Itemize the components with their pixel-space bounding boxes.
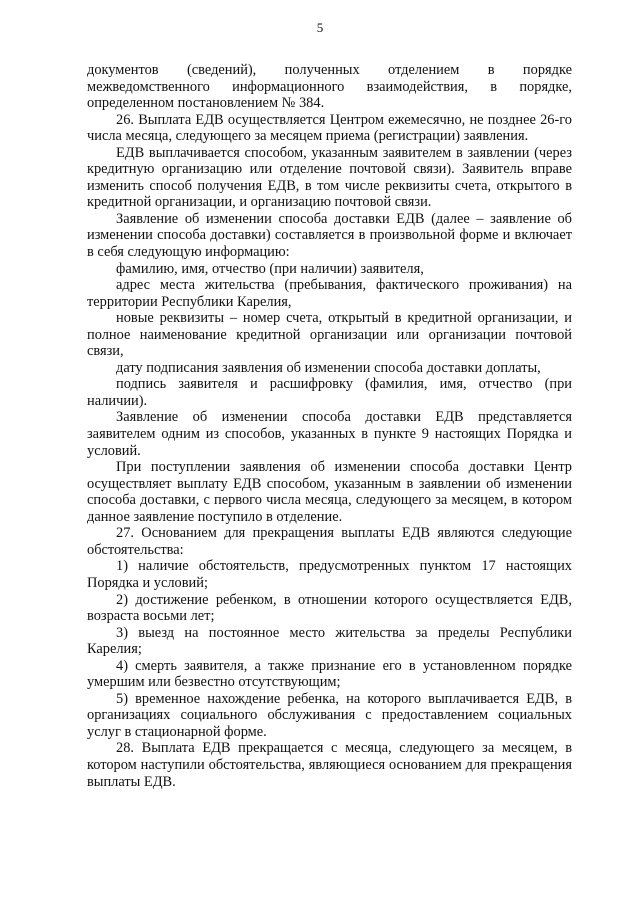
list-item-signing-date: дату подписания заявления об изменении способа доставки доплаты, bbox=[116, 359, 541, 376]
list-item-reason-5: 5) временное нахождение ребенка, на которого выплачивается ЕДВ, в организациях социального обслуживания с предоставлением социальных услуг в стационарной форме. bbox=[87, 690, 572, 740]
list-item-new-details: новые реквизиты – номер счета, открытый в кредитной организации, и полное наименование кредитной организации или организации почтовой связи, bbox=[87, 310, 572, 360]
document-body bbox=[87, 62, 572, 790]
paragraph-item-28: 28. Выплата ЕДВ прекращается с месяца, следующего за месяцем, в котором наступили обстоятельства, являющиеся основанием для прекращения выплаты ЕДВ. bbox=[87, 740, 572, 790]
paragraph-change-application: Заявление об изменении способа доставки ЕДВ (далее – заявление об изменении способа доставки) составляется в произвольной форме и включает в себя следующую информацию: bbox=[87, 210, 572, 261]
list-item-reason-3: 3) выезд на постоянное место жительства за пределы Республики Карелия; bbox=[87, 624, 572, 658]
paragraph-on-receipt: При поступлении заявления об изменении способа доставки Центр осуществляет выплату ЕДВ способом, указанным в заявлении об изменении способа доставки, с первого числа месяца, следующего за месяцем, в котором данное заявление поступило в отделение. bbox=[87, 459, 572, 525]
paragraph-item-27: 27. Основанием для прекращения выплаты ЕДВ являются следующие обстоятельства: bbox=[87, 525, 572, 558]
paragraph-submission: Заявление об изменении способа доставки ЕДВ представляется заявителем одним из способов, указанных в пункте 9 настоящих Порядка и условий. bbox=[87, 409, 572, 459]
list-item-full-name: фамилию, имя, отчество (при наличии) заявителя, bbox=[116, 260, 424, 277]
paragraph-item-26: 26. Выплата ЕДВ осуществляется Центром ежемесячно, не позднее 26-го числа месяца, следующего за месяцем приема (регистрации) заявления. bbox=[87, 111, 572, 145]
list-item-signature: подпись заявителя и расшифровку (фамилия, имя, отчество (при наличии). bbox=[87, 376, 572, 409]
paragraph-continuation: документов (сведений), полученных отделением в порядке межведомственного информационного взаимодействия, в порядке, определенном постановлением № 384. bbox=[87, 62, 572, 112]
list-item-reason-4: 4) смерть заявителя, а также признание его в установленном порядке умершим или безвестно отсутствующим; bbox=[87, 657, 572, 691]
paragraph-payment-method: ЕДВ выплачивается способом, указанным заявителем в заявлении (через кредитную организацию или отделение почтовой связи). Заявитель вправе изменить способ получения ЕДВ, в том числе реквизиты счета, открытого в кредитной организации, и организацию почтовой связи. bbox=[87, 144, 572, 211]
list-item-reason-2: 2) достижение ребенком, в отношении которого осуществляется ЕДВ, возраста восьми лет; bbox=[87, 591, 572, 625]
list-item-address: адрес места жительства (пребывания, фактического проживания) на территории Республики Карелия, bbox=[87, 277, 572, 310]
list-item-reason-1: 1) наличие обстоятельств, предусмотренных пунктом 17 настоящих Порядка и условий; bbox=[87, 558, 572, 591]
page-number: 5 bbox=[316, 20, 324, 35]
